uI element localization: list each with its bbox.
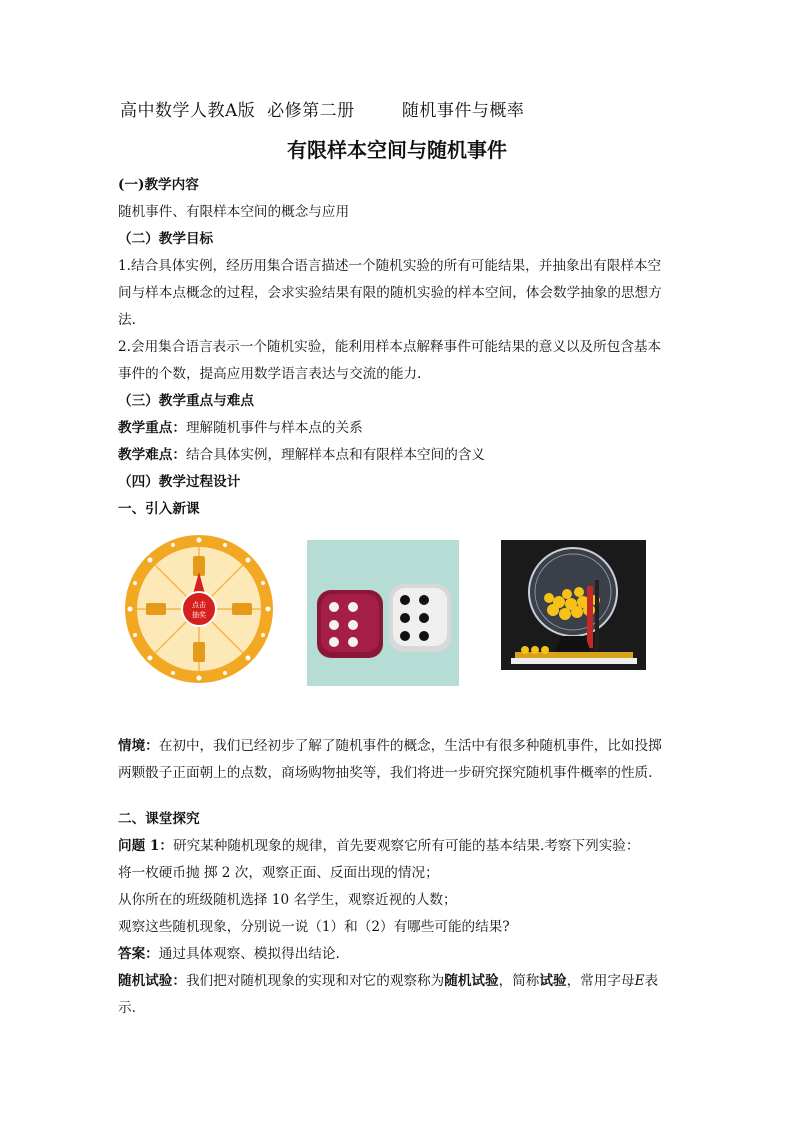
lottery-machine-icon xyxy=(501,540,646,670)
question1-label: 问题 1： xyxy=(118,838,173,854)
lottery-machine-image xyxy=(501,540,646,670)
key-point-label: 教学重点： xyxy=(118,420,186,436)
definition-letter: E xyxy=(634,973,645,989)
goal2-line2: 事件的个数，提高应用数学语言表达与交流的能力. xyxy=(118,366,422,382)
goal2-line1: 2.会用集合语言表示一个随机实验，能利用样本点解释事件可能结果的意义以及所包含基本 xyxy=(118,339,662,355)
dice-icon xyxy=(307,540,459,686)
situation-line1 xyxy=(118,736,662,756)
definition-term: 随机试验 xyxy=(444,973,499,989)
wheel-center-line1: 点击 xyxy=(192,601,206,609)
situation-text: 在初中，我们已经初步了解了随机事件的概念，生活中有很多种随机事件，比如投掷 xyxy=(158,738,662,754)
definition-line1 xyxy=(118,971,658,991)
difficult-point-text: 结合具体实例，理解样本点和有限样本空间的含义 xyxy=(185,447,486,463)
definition-line2: 示. xyxy=(118,1000,136,1016)
definition-end: 表 xyxy=(644,973,659,989)
wheel-center-line2: 抽奖 xyxy=(192,611,206,619)
goal1-line3: 法. xyxy=(118,312,136,328)
difficult-point-label: 教学难点： xyxy=(118,447,186,463)
question1-text: 研究某种随机现象的规律，首先要观察它所有可能的基本结果.考察下列实验： xyxy=(172,838,640,854)
part1-heading: 一、引入新课 xyxy=(118,501,200,517)
body-line-3: 观察这些随机现象，分别说一说（1）和（2）有哪些可能的结果? xyxy=(118,919,510,935)
section-heading-process: （四）教学过程设计 xyxy=(118,474,241,490)
document-title: 有限样本空间与随机事件 xyxy=(287,138,507,162)
dice-image xyxy=(307,540,459,686)
definition-post: ，常用字母 xyxy=(566,973,635,989)
situation-label: 情境： xyxy=(118,738,159,754)
prize-wheel-image xyxy=(124,534,274,684)
answer-text: 通过具体观察、模拟得出结论. xyxy=(158,946,340,962)
key-point xyxy=(118,418,363,438)
section-heading-goals: （二）教学目标 xyxy=(118,231,214,247)
difficult-point xyxy=(118,445,485,465)
definition-mid: ，简称 xyxy=(498,973,540,989)
question1 xyxy=(118,836,640,856)
definition-short-term: 试验 xyxy=(539,973,567,989)
body-line-2: 从你所在的班级随机选择 10 名学生，观察近视的人数； xyxy=(118,892,457,908)
answer-label: 答案： xyxy=(118,946,159,962)
body-line-1: 将一枚硬币抛 掷 2 次，观察正面、反面出现的情况； xyxy=(118,865,439,881)
situation-line2: 两颗骰子正面朝上的点数，商场购物抽奖等，我们将进一步研究探究随机事件概率的性质. xyxy=(118,765,653,781)
definition-pre: 我们把对随机现象的实现和对它的观察称为 xyxy=(185,973,445,989)
section-heading-keypoints: （三）教学重点与难点 xyxy=(118,393,254,409)
goal1-line2: 间与样本点概念的过程，会求实验结果有限的随机实验的样本空间，体会数学抽象的思想方 xyxy=(118,285,662,301)
definition-label: 随机试验： xyxy=(118,973,186,989)
content-text: 随机事件、有限样本空间的概念与应用 xyxy=(118,204,350,220)
page-header: 高中数学人教A版 必修第二册 随机事件与概率 xyxy=(120,101,525,121)
prize-wheel-icon xyxy=(124,534,274,684)
answer xyxy=(118,944,340,964)
section-heading-content: (一)教学内容 xyxy=(118,177,199,193)
key-point-text: 理解随机事件与样本点的关系 xyxy=(185,420,363,436)
goal1-line1: 1.结合具体实例，经历用集合语言描述一个随机实验的所有可能结果，并抽象出有限样本空 xyxy=(118,258,662,274)
part2-heading: 二、课堂探究 xyxy=(118,811,200,827)
